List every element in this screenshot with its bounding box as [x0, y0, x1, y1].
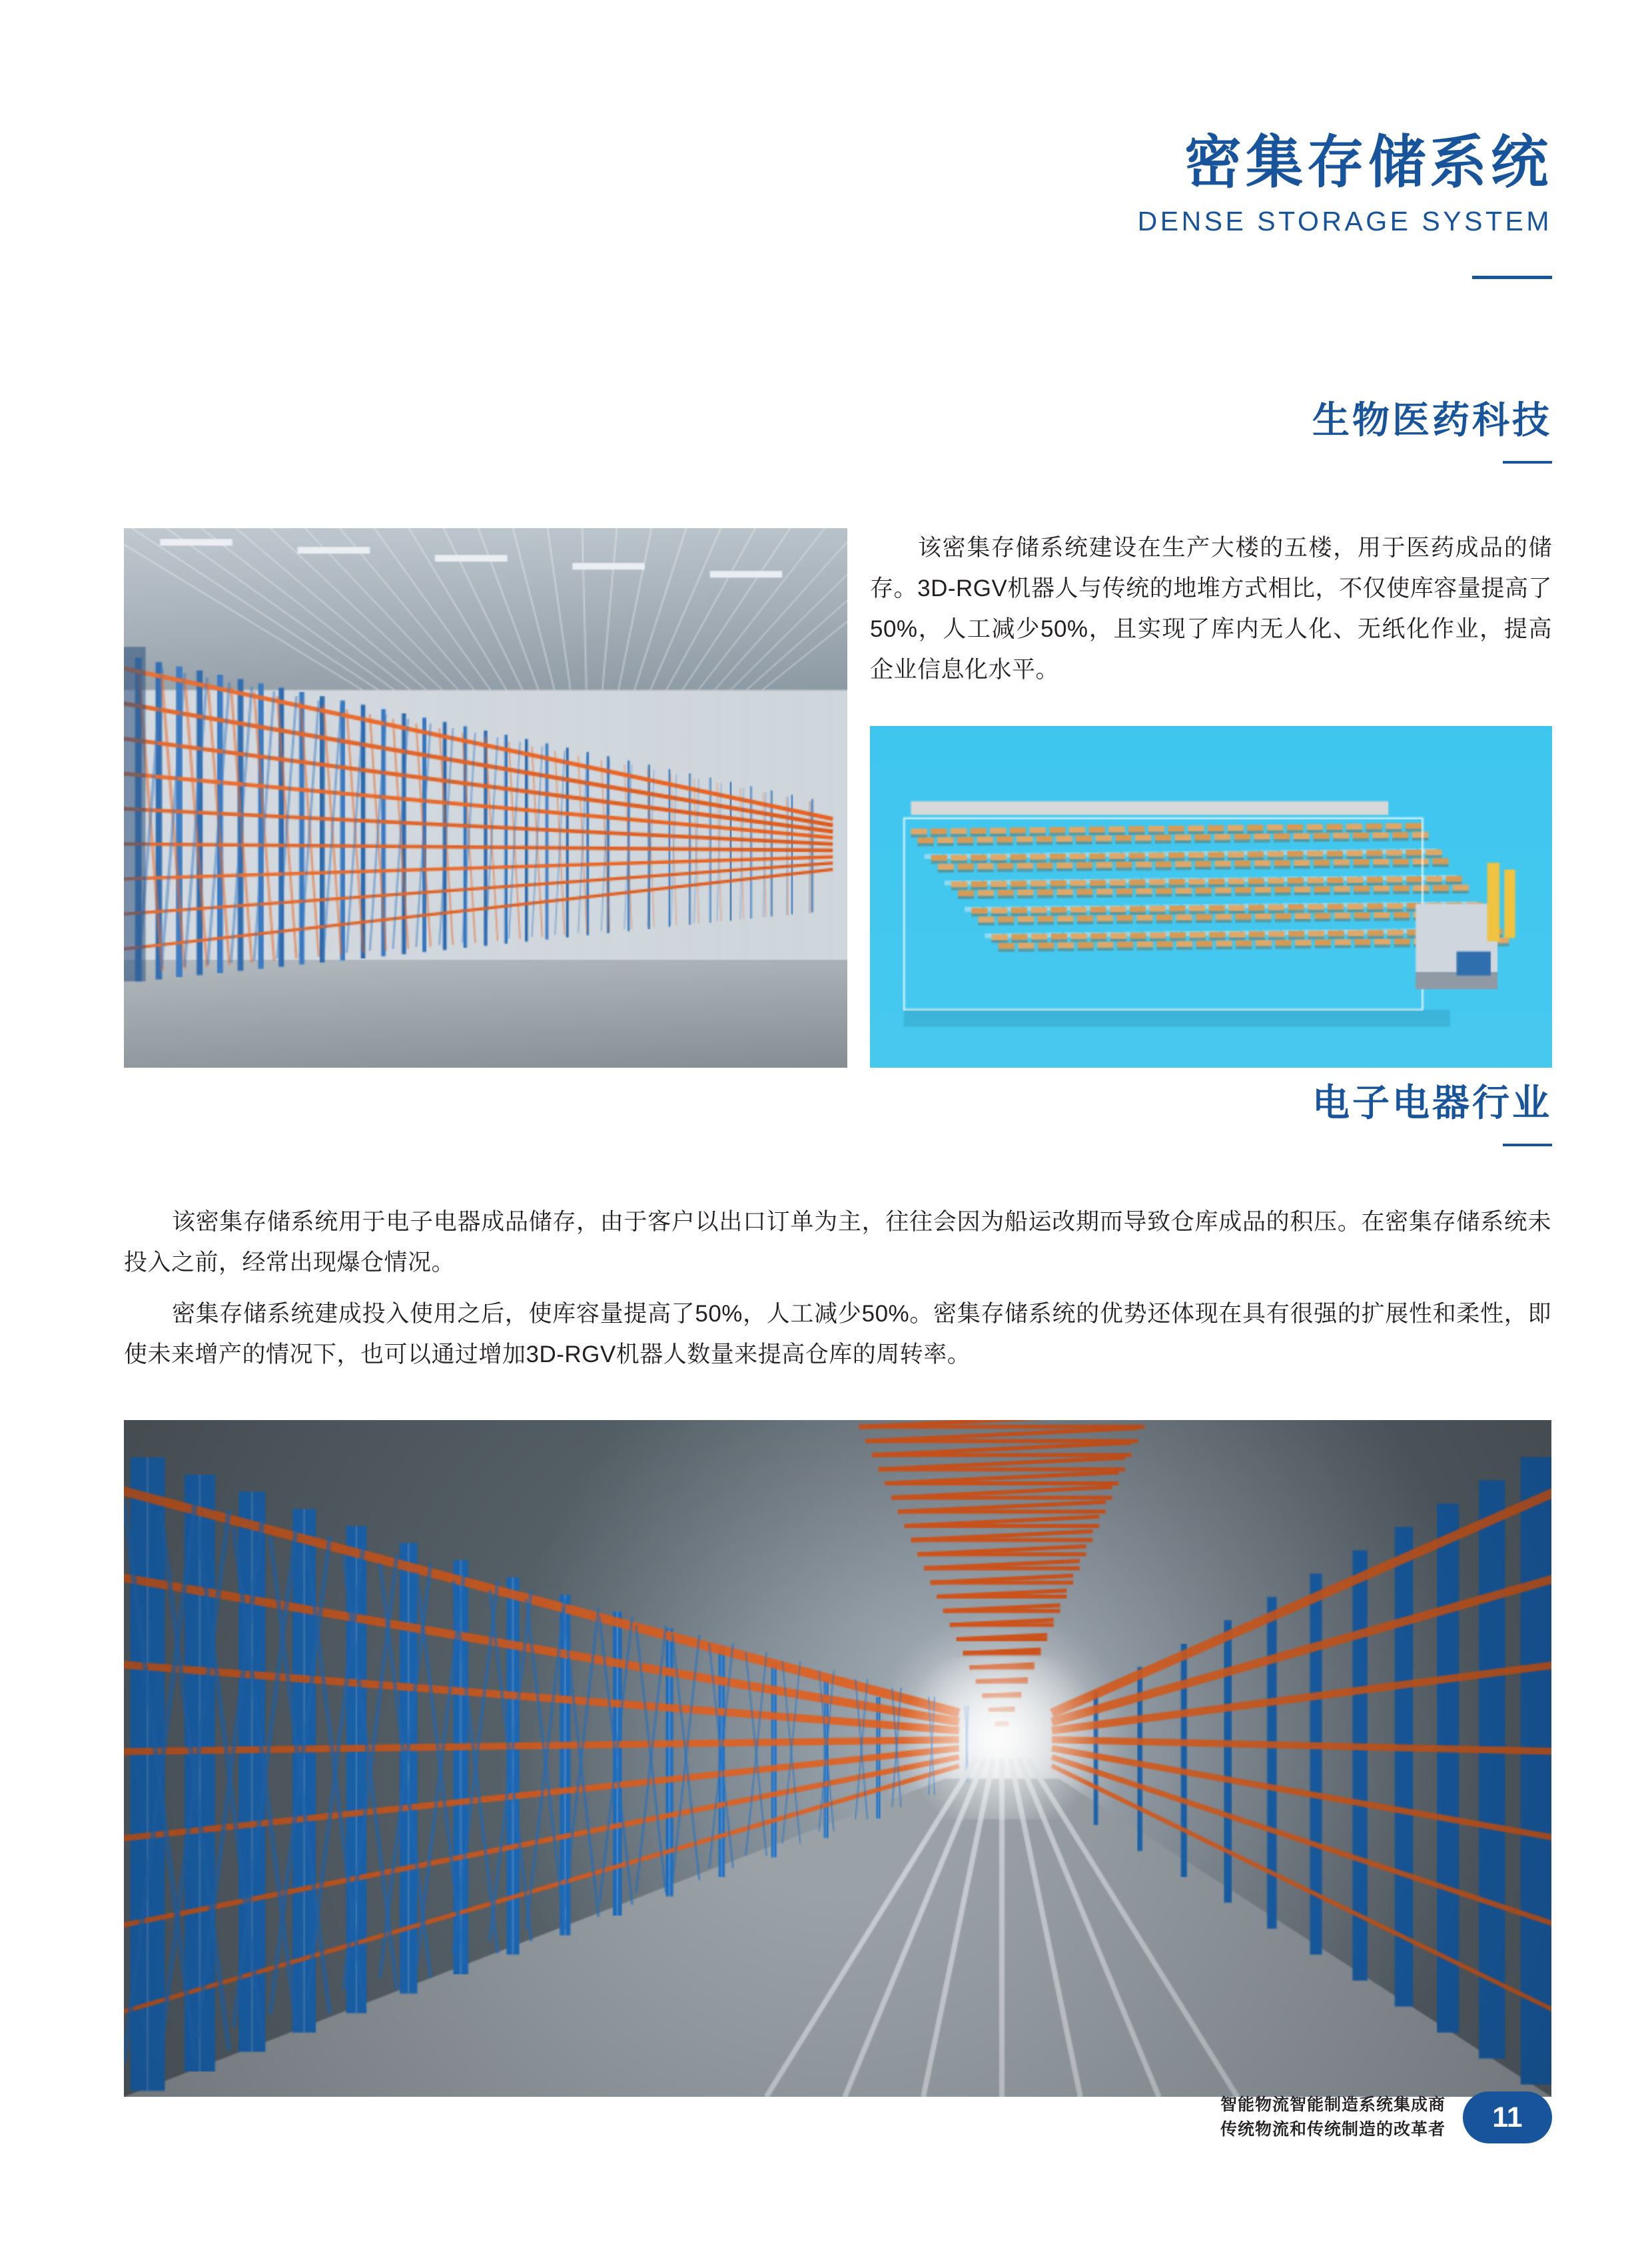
photo-render-3d	[870, 726, 1552, 1068]
header-divider	[1472, 276, 1552, 279]
page-footer	[1220, 2091, 1552, 2143]
section-heading-pharma	[1312, 400, 1552, 464]
photo-warehouse-wide	[124, 1420, 1551, 2097]
page-title-en: DENSE STORAGE SYSTEM	[1137, 205, 1552, 236]
section-text-electronics-2: 密集存储系统建成投入使用之后，使库容量提高了50%，人工减少50%。密集存储系统的优势还体现在具有很强的扩展性和柔性，即使未来增产的情况下，也可以通过增加3D-RGV机器人数量来提高仓库的周转率。	[124, 1301, 1551, 1367]
page-title-cn: 密集存储系统	[1184, 131, 1552, 194]
section-divider-electronics	[1503, 1144, 1552, 1146]
footer-slogan-line-1: 智能物流智能制造系统集成商	[1220, 2095, 1446, 2114]
section-title-pharma: 生物医药科技	[1312, 399, 1552, 441]
footer-slogan-line-2: 传统物流和传统制造的改革者	[1220, 2120, 1446, 2139]
section-title-electronics: 电子电器行业	[1312, 1082, 1552, 1124]
section-text-pharma: 该密集存储系统建设在生产大楼的五楼，用于医药成品的储存。3D-RGV机器人与传统的地堆方式相比，不仅使库容量提高了50%，人工减少50%，且实现了库内无人化、无纸化作业，提高企业信息化水平。	[870, 535, 1552, 683]
photo-rack-aisle	[124, 528, 847, 1068]
page-header	[1138, 132, 1552, 279]
page-number-badge: 11	[1463, 2091, 1552, 2143]
footer-slogan	[1220, 2093, 1446, 2142]
section-divider-pharma	[1503, 461, 1552, 464]
section-text-electronics-1: 该密集存储系统用于电子电器成品储存，由于客户以出口订单为主，往往会因为船运改期而导致仓库成品的积压。在密集存储系统未投入之前，经常出现爆仓情况。	[124, 1209, 1551, 1276]
section-heading-electronics	[1312, 1082, 1552, 1146]
